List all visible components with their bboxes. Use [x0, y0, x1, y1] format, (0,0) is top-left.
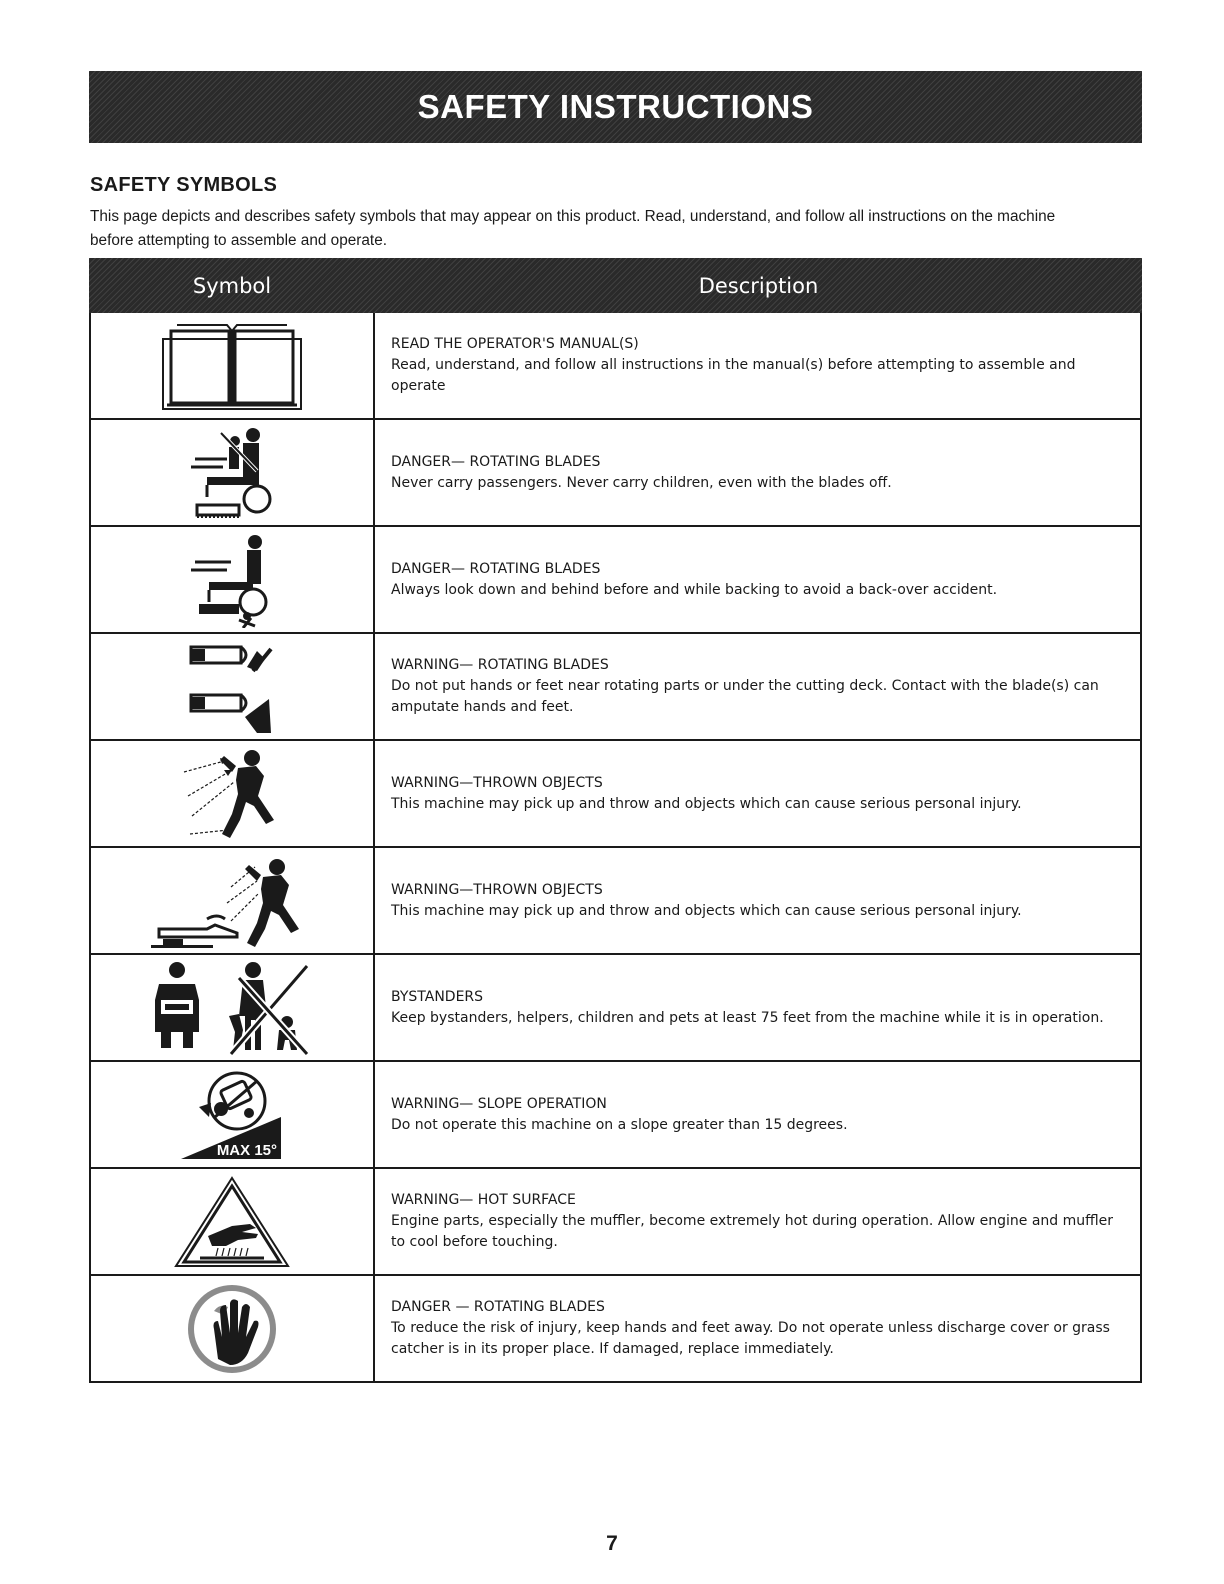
description-cell	[375, 1062, 1140, 1167]
table-row	[89, 527, 1142, 634]
symbol-cell	[91, 313, 375, 418]
table-row	[89, 420, 1142, 527]
hand-keep-away-icon	[184, 1281, 280, 1377]
description-cell	[375, 955, 1140, 1060]
description-cell	[375, 848, 1140, 953]
table-row	[89, 1062, 1142, 1169]
slope-badge: MAX 15°	[216, 1141, 277, 1159]
row-title: DANGER — ROTATING BLADES	[391, 1299, 605, 1315]
symbol-cell	[91, 848, 375, 953]
table-row	[89, 955, 1142, 1062]
table-row	[89, 741, 1142, 848]
thrown-objects-deck-icon	[147, 853, 317, 949]
no-passengers-icon	[187, 425, 277, 521]
bystanders-icon	[147, 960, 317, 1056]
symbol-cell	[91, 1062, 375, 1167]
row-text: Engine parts, especially the muffler, become extremely hot during operation. Allow engine and muffler to cool before touching.	[391, 1213, 1114, 1250]
row-title: DANGER— ROTATING BLADES	[391, 560, 601, 577]
symbol-cell	[91, 741, 375, 846]
description-cell	[375, 741, 1140, 846]
section-title: SAFETY SYMBOLS	[90, 174, 278, 196]
row-title: DANGER— ROTATING BLADES	[391, 453, 601, 470]
table-row	[89, 1169, 1142, 1276]
page-number: 7	[606, 1532, 618, 1555]
safety-symbols-table	[89, 258, 1142, 1383]
row-title: BYSTANDERS	[391, 988, 484, 1005]
row-text: To reduce the risk of injury, keep hands and feet away. Do not operate unless discharge cover or grass catcher is in its proper place. If damaged, replace immediately.	[391, 1320, 1110, 1357]
row-text: Do not operate this machine on a slope greater than 15 degrees.	[391, 1116, 848, 1133]
intro-line-1: This page depicts and describes safety symbols that may appear on this product. Read, understand, and follow all instructions on the machine	[90, 208, 1056, 225]
description-cell	[375, 527, 1140, 632]
symbol-cell	[91, 634, 375, 739]
row-text: This machine may pick up and throw and objects which can cause serious personal injury.	[391, 795, 1022, 812]
row-title: WARNING— HOT SURFACE	[391, 1192, 576, 1208]
row-title: WARNING— ROTATING BLADES	[391, 657, 609, 673]
row-text: Never carry passengers. Never carry children, even with the blades off.	[391, 474, 892, 491]
row-text: Keep bystanders, helpers, children and pets at least 75 feet from the machine while it is in operation.	[391, 1009, 1104, 1026]
table-row	[89, 634, 1142, 741]
table-row	[89, 313, 1142, 420]
symbol-cell	[91, 527, 375, 632]
section-intro	[90, 205, 1140, 253]
intro-line-2: before attempting to assemble and operate.	[90, 232, 388, 249]
slope-operation-icon	[177, 1067, 287, 1163]
row-text: Do not put hands or feet near rotating parts or under the cutting deck. Contact with the blade(s) can amputate hands and feet.	[391, 678, 1099, 715]
page-banner	[89, 71, 1142, 143]
row-text: Always look down and behind before and while backing to avoid a back-over accident.	[391, 581, 998, 598]
description-cell	[375, 1276, 1140, 1381]
symbol-cell	[91, 955, 375, 1060]
table-header	[89, 258, 1142, 313]
page-title: SAFETY INSTRUCTIONS	[417, 88, 814, 125]
symbol-cell	[91, 420, 375, 525]
row-text: Read, understand, and follow all instructions in the manual(s) before attempting to assemble and operate	[391, 357, 1076, 394]
description-cell	[375, 313, 1140, 418]
header-symbol: Symbol	[192, 273, 272, 298]
table-row	[89, 1276, 1142, 1383]
backover-icon	[187, 532, 277, 628]
symbol-cell	[91, 1276, 375, 1381]
operator-manual-icon	[157, 321, 307, 411]
row-title: WARNING—THROWN OBJECTS	[391, 881, 603, 898]
row-title: WARNING— SLOPE OPERATION	[391, 1095, 607, 1112]
hand-foot-blade-icon	[187, 637, 277, 737]
row-title: WARNING—THROWN OBJECTS	[391, 774, 603, 791]
description-cell	[375, 420, 1140, 525]
symbol-cell	[91, 1169, 375, 1274]
row-text: This machine may pick up and throw and objects which can cause serious personal injury.	[391, 902, 1022, 919]
header-description: Description	[698, 273, 819, 298]
row-title: READ THE OPERATOR'S MANUAL(S)	[391, 336, 639, 352]
description-cell	[375, 1169, 1140, 1274]
table-row	[89, 848, 1142, 955]
thrown-objects-icon	[182, 746, 282, 842]
hot-surface-icon	[172, 1174, 292, 1270]
description-cell	[375, 634, 1140, 739]
